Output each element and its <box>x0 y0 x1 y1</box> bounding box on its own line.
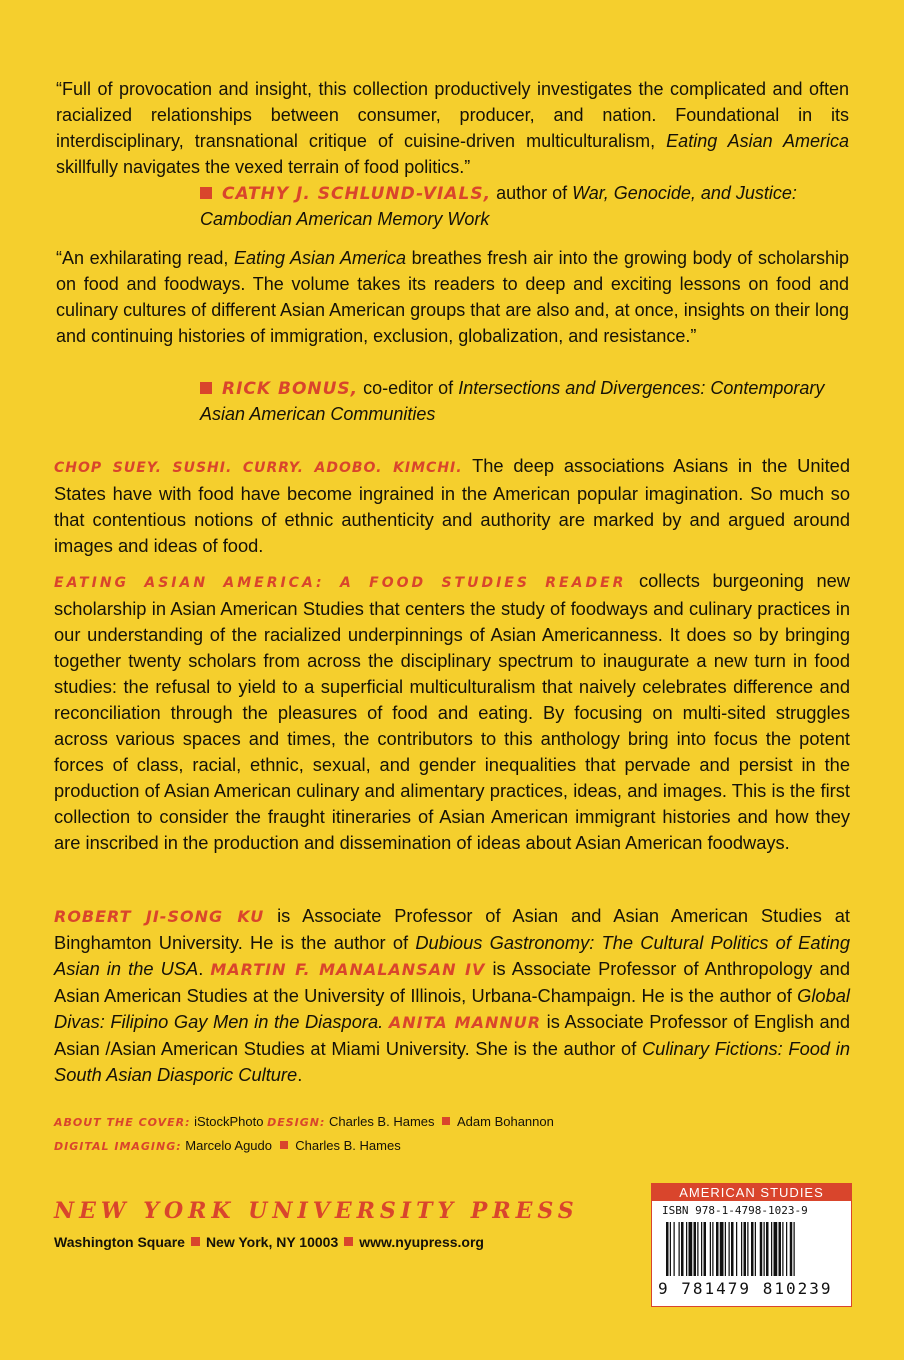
blurb-2-title: Eating Asian America <box>234 248 407 268</box>
design-label: DESIGN: <box>267 1116 326 1129</box>
author-2-book: Global Divas: Filipino Gay Men in the Diaspora. <box>54 985 850 1032</box>
barcode-bar <box>774 1222 778 1276</box>
barcode-bar <box>712 1222 713 1276</box>
barcode-bar <box>670 1222 671 1276</box>
blurb-1-text-end: skillfully navigates the vexed terrain of food politics.” <box>56 157 471 177</box>
barcode-bar <box>764 1222 765 1276</box>
blurb-2-quote <box>56 245 849 349</box>
blurb-1-role: author of <box>491 183 573 203</box>
author-1-name: ROBERT JI-SONG KU <box>54 907 265 926</box>
barcode-bar <box>701 1222 702 1276</box>
description-paragraph-1 <box>54 453 850 559</box>
barcode-bar <box>679 1222 680 1276</box>
blurb-2-text: “An exhilarating read, <box>56 248 235 268</box>
book-title-lead: EATING ASIAN AMERICA: A FOOD STUDIES READER <box>54 575 627 591</box>
barcode-bar <box>747 1222 748 1276</box>
barcode-bar <box>782 1222 783 1276</box>
blurb-2-text-end: breathes fresh air into the growing body of scholarship on food and foodways. The volume takes its readers to deep and exciting lessons on food and culinary cultures of different Asian American groups that are also and, at once, insights on their long and continuing histories of immigration, exclusion, globalization, and resistance.” <box>56 248 849 346</box>
barcode-bar <box>720 1222 724 1276</box>
blurb-1-attribution <box>200 181 850 232</box>
square-bullet-icon <box>200 382 212 394</box>
author-bios <box>54 903 850 1088</box>
square-bullet-icon <box>200 187 212 199</box>
author-1-book: Dubious Gastronomy: The Cultural Politics of Eating Asian in the USA <box>54 932 850 979</box>
publisher-url: www.nyupress.org <box>359 1234 484 1250</box>
blurb-2-work: Intersections and Divergences: Contemporary Asian American Communities <box>200 378 825 424</box>
design-value-2: Adam Bohannon <box>454 1114 554 1129</box>
barcode-number: 9 781479 810239 <box>658 1279 833 1298</box>
barcode-bar <box>697 1222 698 1276</box>
barcode-bar <box>710 1222 711 1276</box>
barcode-bar <box>779 1222 782 1276</box>
barcode-bar <box>741 1222 742 1276</box>
barcode-bar <box>790 1222 793 1276</box>
barcode-bars <box>662 1222 842 1284</box>
blurb-1-title: Eating Asian America <box>666 131 850 151</box>
barcode-bar <box>786 1222 787 1276</box>
author-3-book: Culinary Fictions: Food in South Asian Diasporic Culture <box>54 1038 850 1085</box>
barcode-bar <box>731 1222 734 1276</box>
blurb-1-name: CATHY J. SCHLUND-VIALS, <box>222 184 492 204</box>
barcode-bar <box>755 1222 756 1276</box>
barcode-bar <box>689 1222 693 1276</box>
square-bullet-icon <box>442 1117 450 1125</box>
category-label: AMERICAN STUDIES <box>652 1184 851 1201</box>
barcode-bar <box>704 1222 707 1276</box>
cover-label: ABOUT THE COVER: <box>54 1116 191 1129</box>
para-1-text: The deep associations Asians in the United States have with food have become ingrained in the American popular imagination. So much so that contentious notions of ethnic authenticity and authority are marked by and argued around images and ideas of food. <box>54 455 851 556</box>
foods-lead: CHOP SUEY. SUSHI. CURRY. ADOBO. KIMCHI. <box>54 460 463 476</box>
barcode-bar <box>686 1222 687 1276</box>
square-bullet-icon <box>280 1141 288 1149</box>
blurb-2-name: RICK BONUS, <box>222 379 359 399</box>
barcode-bar <box>794 1222 795 1276</box>
author-3-text: is Associate Professor of English and Asian /Asian American Studies at Miami University. She is the author of <box>54 1011 850 1059</box>
imaging-value-1: Marcelo Agudo <box>181 1138 276 1153</box>
imaging-label: DIGITAL IMAGING: <box>54 1140 182 1153</box>
publisher-name: NEW YORK UNIVERSITY PRESS <box>54 1198 579 1224</box>
author-1-text: is Associate Professor of Asian and Asian American Studies at Binghamton University. He is the author of <box>54 905 850 953</box>
barcode-bar <box>725 1222 726 1276</box>
blurb-2-attribution <box>200 376 850 427</box>
barcode-bar <box>681 1222 684 1276</box>
barcode-bar <box>716 1222 719 1276</box>
isbn-text: ISBN 978-1-4798-1023-9 <box>662 1204 808 1217</box>
author-2-text: is Associate Professor of Anthropology and Asian American Studies at the University of Illinois, Urbana-Champaign. He is the author of <box>54 958 850 1006</box>
blurb-1-work: War, Genocide, and Justice: Cambodian American Memory Work <box>200 183 797 229</box>
author-3-end: . <box>297 1064 303 1085</box>
para-2-text: collects burgeoning new scholarship in Asian American Studies that centers the study of foodways and culinary practices in our understanding of the racialized underpinnings of Asian Americanness. It does so by bringing together twenty scholars from across the disciplinary spectrum to inaugurate a new turn in food studies: the refusal to yield to a superficial multiculturalism that naively celebrates difference and reconciliation through the pleasures of food and eating. By focusing on multi-sited struggles across various spaces and times, the contributors to this anthology bring into focus the potent forces of class, racial, ethnic, sexual, and gender inequalities that pervade and persist in the production of Asian American culinary and alimentary practices, ideas, and images. This is the first collection to consider the fraught itineraries of Asian American immigrant histories and how they are inscribed in the production and dissemination of ideas about Asian American foodways. <box>54 570 851 853</box>
cover-value: iStockPhoto <box>190 1114 268 1129</box>
barcode-box <box>651 1183 852 1307</box>
design-value-1: Charles B. Hames <box>325 1114 439 1129</box>
barcode-bar <box>694 1222 697 1276</box>
address-line-1: Washington Square <box>54 1234 185 1250</box>
description-paragraph-2 <box>54 568 850 856</box>
square-bullet-icon <box>191 1237 200 1246</box>
barcode-bar <box>666 1222 669 1276</box>
author-2-name: MARTIN F. MANALANSAN IV <box>210 960 486 979</box>
barcode-bar <box>736 1222 737 1276</box>
imaging-value-2: Charles B. Hames <box>291 1138 401 1153</box>
barcode-bar <box>744 1222 747 1276</box>
barcode-bar <box>766 1222 769 1276</box>
credits-line-1 <box>54 1112 554 1133</box>
barcode-bar <box>674 1222 675 1276</box>
square-bullet-icon <box>344 1237 353 1246</box>
blurb-2-role: co-editor of <box>358 378 459 398</box>
blurb-1-text: “Full of provocation and insight, this collection productively investigates the complicated and often racialized relationships between consumer, producer, and nation. Foundational in its interdisciplinary, transnational critique of cuisine-driven multiculturalism, <box>56 79 849 151</box>
author-1-end: . <box>198 958 211 979</box>
publisher-address <box>54 1234 484 1250</box>
barcode-bar <box>729 1222 730 1276</box>
address-line-2: New York, NY 10003 <box>205 1234 339 1250</box>
author-3-name: ANITA MANNUR <box>388 1013 542 1032</box>
barcode-bar <box>760 1222 763 1276</box>
barcode-bar <box>751 1222 754 1276</box>
credits-line-2 <box>54 1136 401 1157</box>
barcode-bar <box>771 1222 772 1276</box>
blurb-1-quote <box>56 76 849 180</box>
